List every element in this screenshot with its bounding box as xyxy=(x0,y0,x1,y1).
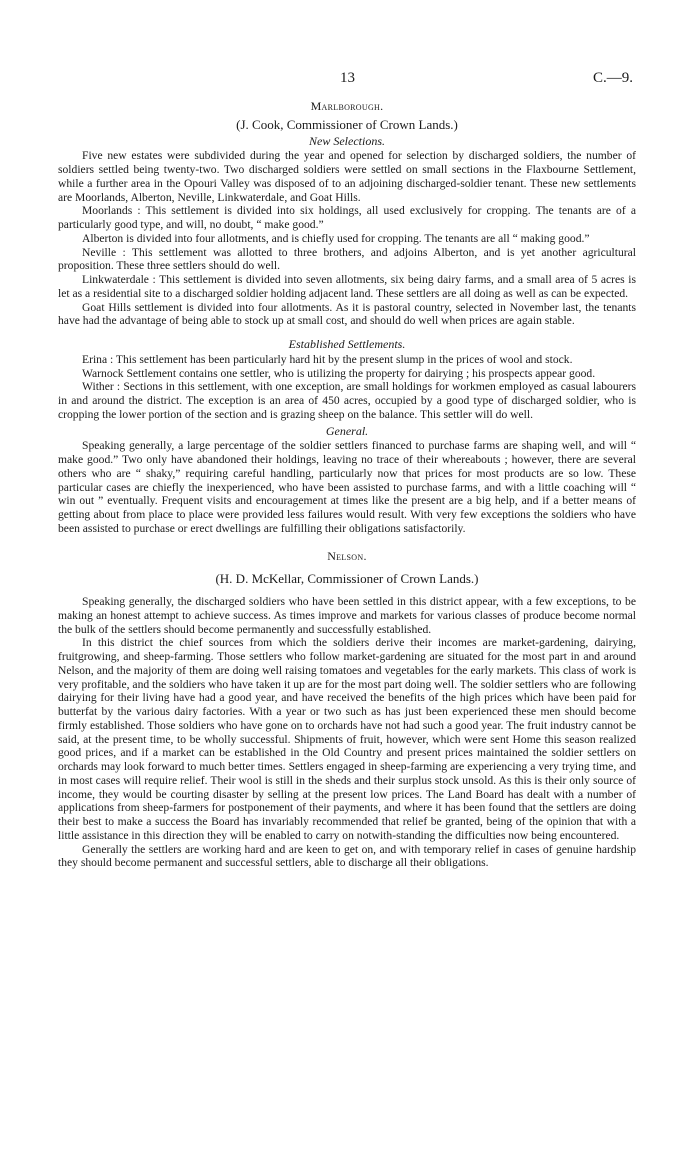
document-body xyxy=(58,100,636,870)
section-title-marlborough: Marlborough. xyxy=(310,99,384,113)
paragraph: Goat Hills settlement is divided into four allotments. As it is pastoral country, selected in November last, the tenants have had the advantage of being able to stock up at small cost, and should do well when prices are again stable. xyxy=(58,300,636,328)
paragraph: Wither : Sections in this settlement, with one exception, are small holdings for workmen employed as casual labourers in and around the district. The exception is an area of 450 acres, occupied by a good type of discharged soldier, who is cropping the lower portion of the section and is grazing sheep on the balance. This settler will do well. xyxy=(58,380,636,421)
paragraph: Linkwaterdale : This settlement is divided into seven allotments, six being dairy farms, and a small area of 5 acres is let as a residential site to a discharged soldier holding adjacent land. These settlers are all doing as well as can be expected. xyxy=(58,273,636,300)
page-number: 13 xyxy=(340,70,355,86)
section-title-nelson: Nelson. xyxy=(327,548,367,563)
paragraph: Five new estates were subdivided during the year and opened for selection by discharged soldiers, the number of soldiers settled being twenty-two. Two discharged soldiers were settled on small sections in the Flaxbourne Settlement, while a further area in the Opouri Valley was disposed of to an adjoining discharged-soldier tenant. These new settlements are Moorlands, Alberton, Neville, Linkwaterdale, and Goat Hills. xyxy=(58,149,636,204)
commissioner-nelson: (H. D. McKellar, Commissioner of Crown Lands.) xyxy=(215,571,479,587)
paragraph: Generally the settlers are working hard and are keen to get on, and with temporary relief in cases of genuine hardship they should become permanent and successful settlers, able to discharge all their obligations. xyxy=(58,842,636,870)
subheading-new-selections: New Selections. xyxy=(309,133,385,148)
commissioner-marlborough: (J. Cook, Commissioner of Crown Lands.) xyxy=(236,116,458,132)
paragraph: Warnock Settlement contains one settler, who is utilizing the property for dairying ; his prospects appear good. xyxy=(82,366,596,380)
paragraph: In this district the chief sources from which the soldiers derive their incomes are market-gardening, dairying, fruitgrowing, and sheep-farming. Those settlers who follow market-gardening are situated for the most part in and around Nelson, and the majority of them are doing well raising tomatoes and vegetables for the early markets. This class of work is very profitable, and the soldiers who have taken it up are for the most part doing well. The soldier settlers who are following dairying for their living have had a good year, and have received the benefits of the high prices which have been paid for butterfat by the various dairy factories. With a year or two such as has just been experienced these men should become firmly established. Those soldiers who have gone on to orchards have not had such a good year. The fruit industry cannot be said, at the present time, to be wholly successful. Shipments of fruit, however, which were sent Home this season realized good prices, and if a market can be established in the Old Country and present prices maintained the soldier settlers on orchards may look forward to much better times. Settlers engaged in sheep-farming are experiencing a very trying time, and in most cases will require relief. Their wool is still in the sheds and their surplus stock unsold. As this is their only source of income, they would be courting disaster by selling at the present low prices. The Land Board has dealt with a number of applications from sheep-farmers for postponement of their payments, and where it has been found that the settlers are doing their best to make a success the Board has invariably recommended that relief be granted, being of the opinion that with a little assistance in this direction they will be enabled to carry on notwith-standing the difficulties now being encountered. xyxy=(58,636,636,842)
paragraph: Speaking generally, a large percentage of the soldier settlers financed to purchase farms are shaping well, and will “ make good.” Two only have abandoned their holdings, leaving no trace of their whereabouts ; however, there are several others who are “ shaky,” requiring careful handling, particularly now that prices for most products are so low. These particular cases are chiefly the inexperienced, who have been assisted to purchase farms, and with a little coaching will “ win out ” eventually. Frequent visits and encouragement at times like the present are a big help, and if a better means of getting about from place to place were provided less failures would result. With very few exceptions the soldiers who have been assisted to purchase or erect dwellings are fulfilling their obligations satisfactorily. xyxy=(58,439,636,535)
paragraph: Speaking generally, the discharged soldiers who have been settled in this district appear, with a few exceptions, to be making an honest attempt to achieve success. As times improve and markets for various classes of produce become normal the bulk of the settlers should become permanently and successfully established. xyxy=(58,595,636,636)
subheading-general: General. xyxy=(325,423,369,438)
document-reference: C.—9. xyxy=(593,70,634,86)
paragraph: Moorlands : This settlement is divided into six holdings, all used exclusively for cropping. The tenants are of a particularly good type, and will, no doubt, “ make good.” xyxy=(58,204,636,231)
subheading-established-settlements: Established Settlements. xyxy=(288,337,406,351)
paragraph: Erina : This settlement has been particularly hard hit by the present slump in the prices of wool and stock. xyxy=(82,352,573,366)
paragraph: Neville : This settlement was allotted to three brothers, and adjoins Alberton, and is yet another agricultural proposition. These three settlers should do well. xyxy=(58,245,636,273)
paragraph: Alberton is divided into four allotments, and is chiefly used for cropping. The tenants are all “ making good.” xyxy=(82,231,590,245)
